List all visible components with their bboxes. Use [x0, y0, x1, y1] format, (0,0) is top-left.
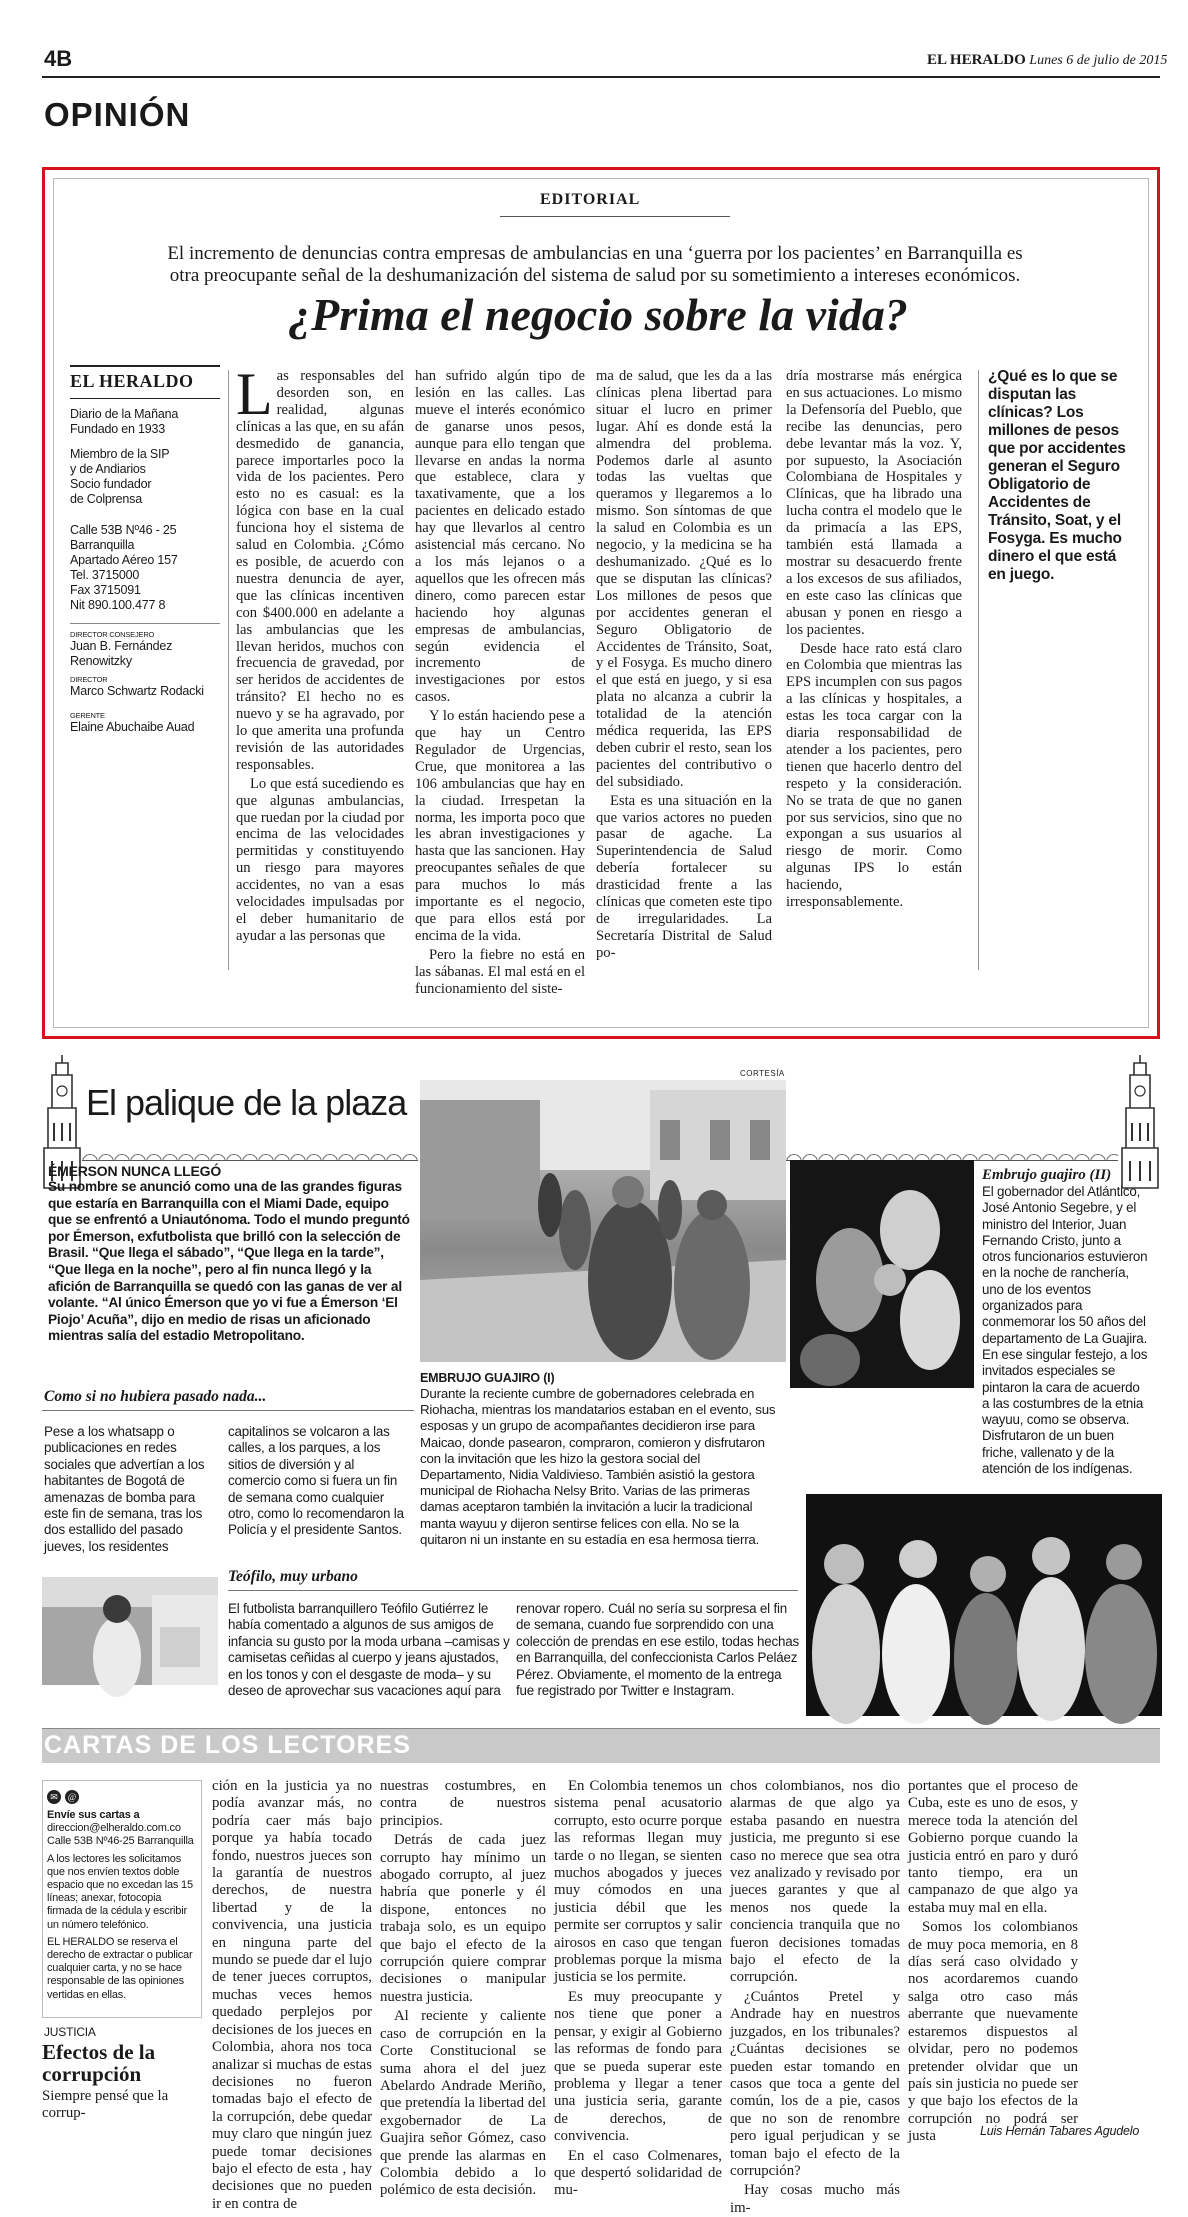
officials-group-photo: [806, 1494, 1162, 1716]
letter-lead: Siempre pensé que la corrup-: [42, 2088, 169, 2121]
embrujo-1-block: [420, 1371, 788, 1548]
staff-line: Apartado Aéreo 157: [70, 553, 178, 567]
letters-heading: Envíe sus cartas a: [47, 1809, 140, 1821]
issue-date: Lunes 6 de julio de 2015: [1029, 53, 1168, 68]
street-scene-illustration: [420, 1080, 786, 1362]
masthead-line: [927, 52, 1167, 69]
editorial-kicker: EDITORIAL: [540, 191, 641, 208]
staff-line: Miembro de la SIP: [70, 447, 170, 461]
letters-disclaimer: EL HERALDO se reserva el derecho de extractar o publicar cualquier carta, y no se hace responsable de las opiniones vertidas en ellas.: [47, 1935, 193, 2001]
paper-name: EL HERALDO: [927, 52, 1026, 68]
staff-line: Fax 3715091: [70, 583, 141, 597]
page-number: 4B: [44, 46, 73, 71]
staff-director-label: DIRECTOR: [70, 675, 108, 684]
staff-line: Barranquilla: [70, 538, 135, 552]
rancheria-night-photo: [790, 1160, 974, 1388]
staff-paper-name: EL HERALDO: [70, 371, 194, 391]
embrujo-1-title: EMBRUJO GUAJIRO (I): [420, 1371, 555, 1385]
embrujo-2-title: Embrujo guajiro (II): [982, 1167, 1112, 1183]
letter-paragraph: En el caso Colmenares, que despertó solidaridad de mu-: [554, 2147, 722, 2199]
nada-col-2: capitalinos se volcaron a las calles, a los parques, a los sitios de diversión y al comercio como si fuera un fin de semana como cualquier otro, como lo recomendaron la Policía y el presidente Santos.: [228, 1424, 404, 1538]
staff-director-consejero-label: DIRECTOR CONSEJERO: [70, 630, 155, 639]
letter-paragraph: ¿Cuántos Pretel y Andrade hay en nuestros juzgados, en los tribunales? ¿Cuántas decisiones se pueden estar tomando en casos que toca a gente del común, los de a pie, casos que no son de renombre pero igual perjudican y se toman bajo el efecto de la corrupción?: [730, 1988, 900, 2179]
cartas-title: CARTAS DE LOS LECTORES: [44, 1731, 411, 1759]
staff-line: Diario de la Mañana: [70, 407, 179, 421]
palique-title: El palique de la plaza: [86, 1082, 407, 1123]
staff-line: Socio fundador: [70, 477, 152, 491]
staff-director: Marco Schwartz Rodacki: [70, 684, 204, 698]
embrujo-2-block: [982, 1167, 1150, 1477]
at-sign-icon: @: [65, 1790, 79, 1804]
letter-column-4: [554, 1778, 722, 2199]
letter-paragraph: Detrás de cada juez corrupto hay mínimo un abogado corrupto, al juez habría que ponerle y él dispone, entonces no trabaja solo, es un equipo que bajo el efecto de la corrupción quiere comprar decisiones o manipular nuestra justicia.: [380, 1832, 546, 2005]
editorial-deck: El incremento de denuncias contra empresas de ambulancias en una ‘guerra por los pacientes’ en Barranquilla es otra preocupante señal de la deshumanización del sistema de salud por su sometimiento a intereses económicos.: [167, 243, 1023, 286]
letter-paragraph: Al reciente y caliente caso de corrupción en la Corte Constitucional se suma ahora el del juez Abelardo Andrade Meriño, que pretendía la libertad del exgobernador de La Guajira señor Gómez, caso que prende las alarmas en Colombia debido a lo polémico de esta decisión.: [380, 2008, 546, 2199]
staff-line: y de Andiarios: [70, 462, 146, 476]
editorial-column-1: [236, 361, 404, 980]
maicao-street-photo: [420, 1080, 786, 1362]
staff-rule: [70, 398, 220, 399]
letters-info-text: [47, 1809, 197, 2002]
editorial-paragraph: dría mostrarse más enérgica en sus actuaciones. Lo mismo la Defensoría del Pueblo, que recibe las denuncias, pero debe levantar más la voz. Y, por supuesto, la Asociación Colombiana de Hospitales y Clínicas, que ha librado una lucha contra el modelo que le da primacía a las EPS, también está llamada a mostrar su desacuerdo frente a los excesos de sus afiliados, en este caso las clínicas que abusan y ponen en riesgo a los pacientes.: [786, 368, 962, 638]
staff-gerente: Elaine Abuchaibe Auad: [70, 720, 195, 734]
teofilo-col-1: El futbolista barranquillero Teófilo Gutiérrez le había comentado a algunos de sus amigos de infancia su gusto por la moda urbana –camisas y camisetas ceñidas al cuerpo y jeans ajustados, en los tonos y con el desgaste de moda– y su deseo de aprovechar sus vacaciones aquí para: [228, 1601, 510, 1699]
embrujo-1-text: Durante la reciente cumbre de gobernadores celebrada en Riohacha, mientras los mandatarios estaban en el evento, sus esposas y un grupo de acompañantes decidieron irse para Maicao, donde pasearon, compraron, comieron y disfrutaron con la invitación que les hizo la gestora social del Departamento, Nidia Valdivieso. También asistió la gestora municipal de Riohacha Nelsy Brito. Varias de las primeras damas aceptaron también la invitación a lucir la tradicional manta wayuu y dijeron sentirse felices con ella. No se la quitaron ni un instante en su estadía en esa hermosa tierra.: [420, 1386, 776, 1547]
emerson-text: Su nombre se anunció como una de las grandes figuras que estaría en Barranquilla con el Miami Dade, equipo que se enfrentó a Uniautónoma. Todo el mundo preguntó por Émerson, exfutbolista que brilló con la selección de Brasil. “Que llega el sábado”, “Que llega en la tarde”, “Que llega en la noche”, pero al fin nunca llegó y la afición de Barranquilla se quedó con las ganas de ver al volante. “Al único Émerson que yo vi fue a Émerson ‘El Piojo’ Acuña”, dijo en medio de risas un aficionado mientras salía del estadio Metropolitano.: [48, 1179, 410, 1344]
letter-paragraph: ción en la justicia ya no podía avanzar más, no podría caer más bajo porque ya había tocado fondo, nuestros jueces son la garantía de nuestros derechos, de nuestra libertad y de la convivencia, una justicia en ninguna parte del mundo se puede dar el lujo de tener jueces corruptos, muchas veces hemos quedado perplejos por decisiones de los jueces en Colombia, ahora nos toca analizar si muchas de estas decisiones no fueron tomadas bajo el efecto de la corrupción, debe quedar muy claro que ningún juez puede tomar decisiones bajo el efecto de esta , hay decisiones que no pueden ir en contra de: [212, 1778, 372, 2212]
section-title: OPINIÓN: [44, 96, 191, 133]
editorial-paragraph: Lo que está sucediendo es que algunas ambulancias, que ruedan por la ciudad por encima de las velocidades permitidas y constituyendo un riesgo para mayores accidentes, no van a esas velocidades impulsadas por el deber humanitario de ayudar a las personas que: [236, 775, 404, 944]
editorial-paragraph: ma de salud, que les da a las clínicas plena libertad para situar el lucro en primer lugar. Ahí es donde está la almendra del problema. Podemos darle al asunto todas las vueltas que queramos y llegaremos a lo mismo. Son síntomas de que la salud en Colombia es un negocio, y la medicina se ha deshumanizado. ¿Qué es lo que se disputan las clínicas? Los millones de pesos que por accidentes generan el Seguro Obligatorio de Accidentes de Tránsito, Soat, y el Fosyga. Es mucho dinero el que está en juego, y si esa plata no alcanza a cubrir la totalidad de la atención médica requerida, las EPS deben cubrir el resto, sean los pacientes del contributivo o del subsidiado.: [596, 368, 772, 790]
letter-paragraph: En Colombia tenemos un sistema penal acusatorio corrupto, esto ocurre porque las reformas llegan muy tarde o no llegan, se sienten muchos abogados y jueces muy cómodos en una justicia débil que les permite ser corruptos y salir airosos en caso que tengan problemas porque la misma justicia se los permite.: [554, 1778, 722, 1986]
teofilo-rule: [228, 1590, 798, 1591]
arcade-border: [82, 1148, 418, 1161]
photo-credit: CORTESÍA: [740, 1069, 785, 1078]
staff-rule-2: [70, 623, 220, 624]
embrujo-2-text: El gobernador del Atlántico, José Antonio Segebre, y el ministro del Interior, Juan Fernando Cristo, junto a otros funcionarios estuvieron en la noche de ranchería, uno de los eventos organizados para conmemorar los 50 años del departamento de La Guajira. En ese singular festejo, a los invitados especiales se pintaron la cara de acuerdo a las costumbres de la etnia wayuu, como se observa. Disfrutaron de un buen friche, vallenato y de la atención de los indígenas.: [982, 1184, 1148, 1477]
editorial-paragraph: Desde hace rato está claro en Colombia que mientras las EPS incumplen con sus pagos a las clínicas y hospitales, a estas les toca cargar con la diaria responsabilidad de atender a los pacientes, pero tienen que hacerlo dentro del respeto y la consideración. No se trata de que no ganen por sus servicios, sino que no expongan a sus usuarios al riesgo de morir. Como algunas IPS lo están haciendo, irresponsablemente.: [786, 640, 962, 911]
pullquote-divider: [978, 370, 979, 970]
letter-tag: JUSTICIA: [44, 2025, 96, 2039]
staff-director-consejero: Juan B. Fernández Renowitzky: [70, 639, 173, 668]
staff-box: [70, 365, 222, 735]
editorial-paragraph: Y lo están haciendo pese a que hay un Centro Regulador de Urgencias, Crue, que monitorea a las 106 ambulancias que hay en la ciudad. Irrespetan la norma, les importa poco que les abran investigaciones y hasta que las sancionen. Hay preocupantes señales de que para muchos lo más importante es el negocio, que para ellos está por encima de la vida.: [415, 708, 585, 944]
editorial-column-4: [786, 368, 962, 980]
staff-member: [70, 447, 222, 507]
staff-line: de Colprensa: [70, 492, 142, 506]
editorial-headline: ¿Prima el negocio sobre la vida?: [288, 289, 908, 340]
group-scene-illustration: [806, 1494, 1162, 1716]
letter-paragraph: Somos los colombianos de muy poca memoria, en 8 días será caso olvidado y nos acordaremos cuando salga otro caso más aberrante que nuevamente estaremos dispuestos al olvidar, pero no podemos pretender olvidar que un país sin justicia no puede ser y que bajo los efectos de la corrupción no podrá ser justa: [908, 1919, 1078, 2145]
nada-rule: [42, 1410, 414, 1411]
staff-top-rule: [70, 365, 220, 367]
editorial-paragraph: Esta es una situación en la que varios actores no pueden pasar de agache. La Superintendencia de Salud debería fortalecer su drasticidad frente a las clínicas que cometen este tipo de irregularidades. La Secretaría Distrital de Salud po-: [596, 792, 772, 961]
kicker-rule-left: [500, 216, 730, 217]
shop-scene-illustration: [42, 1577, 218, 1685]
letter-column-2: [212, 1778, 372, 2212]
staff-line: Tel. 3715000: [70, 568, 140, 582]
staff-line: Fundado en 1933: [70, 422, 166, 436]
staff-gerente-label: GERENTE: [70, 711, 105, 720]
staff-line: Calle 53B Nº46 - 25: [70, 523, 177, 537]
emerson-block: [48, 1163, 414, 1345]
editorial-pullquote: ¿Qué es lo que se disputan las clínicas? Los millones de pesos que por accidentes generan el Seguro Obligatorio de Accidentes de Tránsito, Soat, y el Fosyga. Es mucho dinero el que está en juego.: [988, 368, 1126, 583]
letters-address: Calle 53B Nº46-25 Barranquilla: [47, 1835, 194, 1848]
staff-founded: [70, 407, 222, 437]
letter-column-5: [730, 1778, 900, 2216]
letter-paragraph: portantes que el proceso de Cuba, este es uno de esos, y merece toda la atención del Gobierno porque cuando la justicia entró en paro y duró tanto tiempo, era un campanazo de que algo ya estaba muy mal en ella.: [908, 1778, 1078, 1916]
emerson-title: ÉMERSON NUNCA LLEGÓ: [48, 1163, 222, 1179]
letter-column-3: [380, 1778, 546, 2199]
teofilo-photo: [42, 1577, 218, 1685]
editorial-column-2: [415, 368, 585, 997]
letters-icons: [47, 1787, 79, 1805]
editorial-paragraph: Pero la fiebre no está en las sábanas. El mal está en el funcionamiento del siste-: [415, 946, 585, 997]
letters-guidelines-text: A los lectores les solicitamos que nos envíen textos doble espacio que no excedan las 15 líneas; anexar, fotocopia firmada de la cédula y escribir un número telefónico.: [47, 1852, 193, 1931]
letter-title: Efectos de la corrupción: [42, 2040, 156, 2086]
editorial-paragraph: as responsables del desorden son, en realidad, algunas clínicas a las que, en su afán desmedido de ganancia, parece importarles poco la vida de los pacientes. Pero esto no es casual: es la lógica con base en la cual funciona hoy el sistema de salud en Colombia. ¿Cómo es posible, de acuerdo con nuestra denuncia de ayer, que las clínicas incentiven con $400.000 en adelante a las ambulancias que les llevan heridos, muchos con frecuencia de gravedad, por ser heridos de accidentes de tránsito? El hecho no es nuevo y se ha agravado, por lo que amerita una profunda revisión de las autoridades responsables.: [236, 368, 404, 773]
letter-paragraph: Es muy preocupante y nos tiene que poner a pensar, y exigir al Gobierno las reformas de fondo para que se pueda superar este problema y llegar a tener una justicia seria, garante de derechos, de convivencia.: [554, 1988, 722, 2145]
teofilo-col-2: renovar ropero. Cuál no sería su sorpresa el fin de semana, cuando fue sorprendido con una colección de prendas en ese estilo, todas hechas en Barranquilla, del confeccionista Carlos Peláez Pérez. Obviamente, el momento de la entrega fue registrado por Twitter e Instagram.: [516, 1601, 799, 1699]
nada-col-1: Pese a los whatsapp o publicaciones en redes sociales que advertían a los habitantes de Bogotá de amenazas de bomba para este fin de semana, tras los dos estallido del pasado jueves, los residentes: [44, 1424, 205, 1554]
letters-email: direccion@elheraldo.com.co: [47, 1822, 181, 1835]
night-scene-illustration: [790, 1160, 974, 1388]
header-rule: [42, 76, 1160, 78]
letter-signature: Luis Hernán Tabares Agudelo: [980, 2124, 1140, 2138]
staff-divider: [228, 370, 229, 970]
letter-paragraph: Hay cosas mucho más im-: [730, 2182, 900, 2216]
teofilo-title: Teófilo, muy urbano: [228, 1568, 358, 1585]
nada-title: Como si no hubiera pasado nada...: [44, 1388, 267, 1405]
envelope-icon: ✉: [47, 1790, 61, 1804]
editorial-paragraph: han sufrido algún tipo de lesión en las calles. Las mueve el interés económico de ganarse unos pesos, aunque para ello tengan que llevarse en andas la norma que establece, clara y taxativamente, que a los pacientes en delicado estado hay que llevarlos al centro asistencial más cercano. No a los más lejanos o a aquellos que les ofrecen más dinero, como parecen estar haciendo hoy algunas empresas de ambulancias, según evidencia el incremento de investigaciones por estos casos.: [415, 368, 585, 706]
letter-paragraph: nuestras costumbres, en contra de nuestros principios.: [380, 1778, 546, 1829]
letter-paragraph: chos colombianos, nos dio alarmas de que algo ya estaba pasando en nuestra justicia, me pregunto si ese caso no merece que sea otra vez analizado y revisado por jueces garantes y que al menos nos quede la conciencia tranquila que no fueron decisiones tomadas bajo el efecto de la corrupción.: [730, 1778, 900, 1986]
letters-guidelines: [47, 1853, 197, 1932]
staff-address: [70, 523, 222, 613]
dropcap: L: [236, 361, 273, 427]
letters-info-box: [42, 1780, 202, 2018]
staff-line: Nit 890.100.477 8: [70, 598, 166, 612]
editorial-column-3: [596, 368, 772, 980]
